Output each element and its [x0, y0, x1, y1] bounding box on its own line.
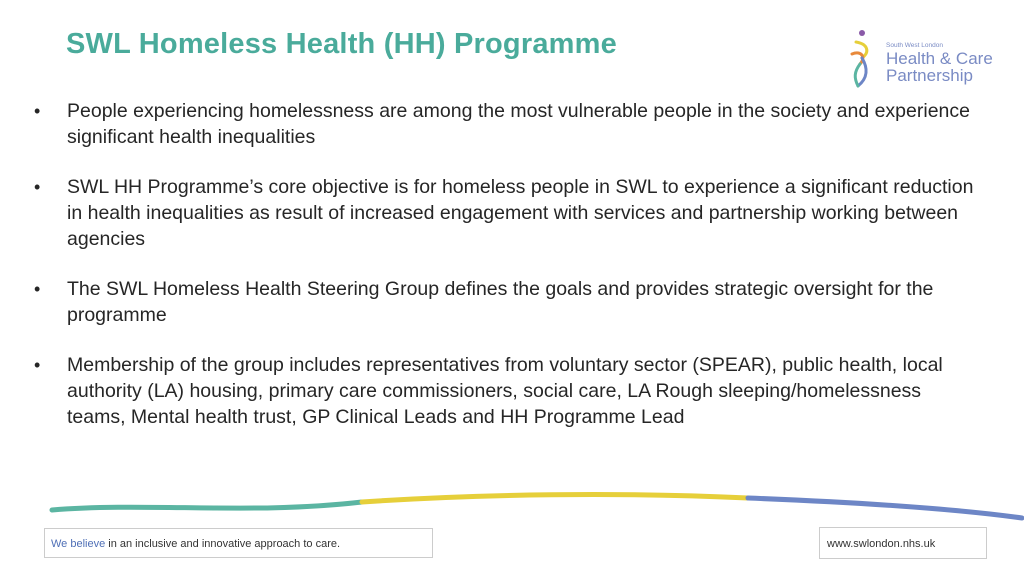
tagline-accent: We believe [51, 538, 106, 550]
logo-line1: Health & Care [886, 49, 993, 68]
bullet-list [34, 98, 984, 454]
logo [848, 28, 1008, 92]
decorative-wave [0, 480, 1024, 530]
logo-region-text: South West London [886, 42, 943, 49]
slide-title: SWL Homeless Health (HH) Programme [66, 28, 617, 60]
bullet-text: People experiencing homelessness are among the most vulnerable people in the society and experience significant health inequalities [67, 100, 970, 148]
bullet-dot-icon: • [34, 101, 41, 121]
tagline-rest: in an inclusive and innovative approach to care. [105, 538, 341, 550]
wave-teal-segment [52, 502, 362, 510]
footer-url-link[interactable]: www.swlondon.nhs.uk [819, 527, 987, 559]
bullet-dot-icon: • [34, 177, 41, 197]
logo-line2: Partnership [886, 66, 973, 85]
bullet-dot-icon: • [34, 355, 41, 375]
bullet-text: The SWL Homeless Health Steering Group defines the goals and provides strategic oversight for the programme [67, 278, 934, 326]
bullet-item [34, 174, 984, 252]
footer-tagline [44, 528, 433, 558]
bullet-dot-icon: • [34, 279, 41, 299]
bullet-item [34, 352, 984, 430]
bullet-text: SWL HH Programme’s core objective is for homeless people in SWL to experience a significant reduction in health inequalities as result of increased engagement with services and partnership working between agencies [67, 176, 974, 250]
wave-yellow-segment [362, 495, 748, 502]
bullet-text: Membership of the group includes representatives from voluntary sector (SPEAR), public health, local authority (LA) housing, primary care commissioners, social care, LA Rough sleeping/homelessness teams, Mental health trust, GP Clinical Leads and HH Programme Lead [67, 354, 943, 428]
bullet-item [34, 276, 984, 328]
bullet-item [34, 98, 984, 150]
partnership-logo-icon [848, 28, 878, 92]
wave-blue-segment [748, 498, 1022, 518]
